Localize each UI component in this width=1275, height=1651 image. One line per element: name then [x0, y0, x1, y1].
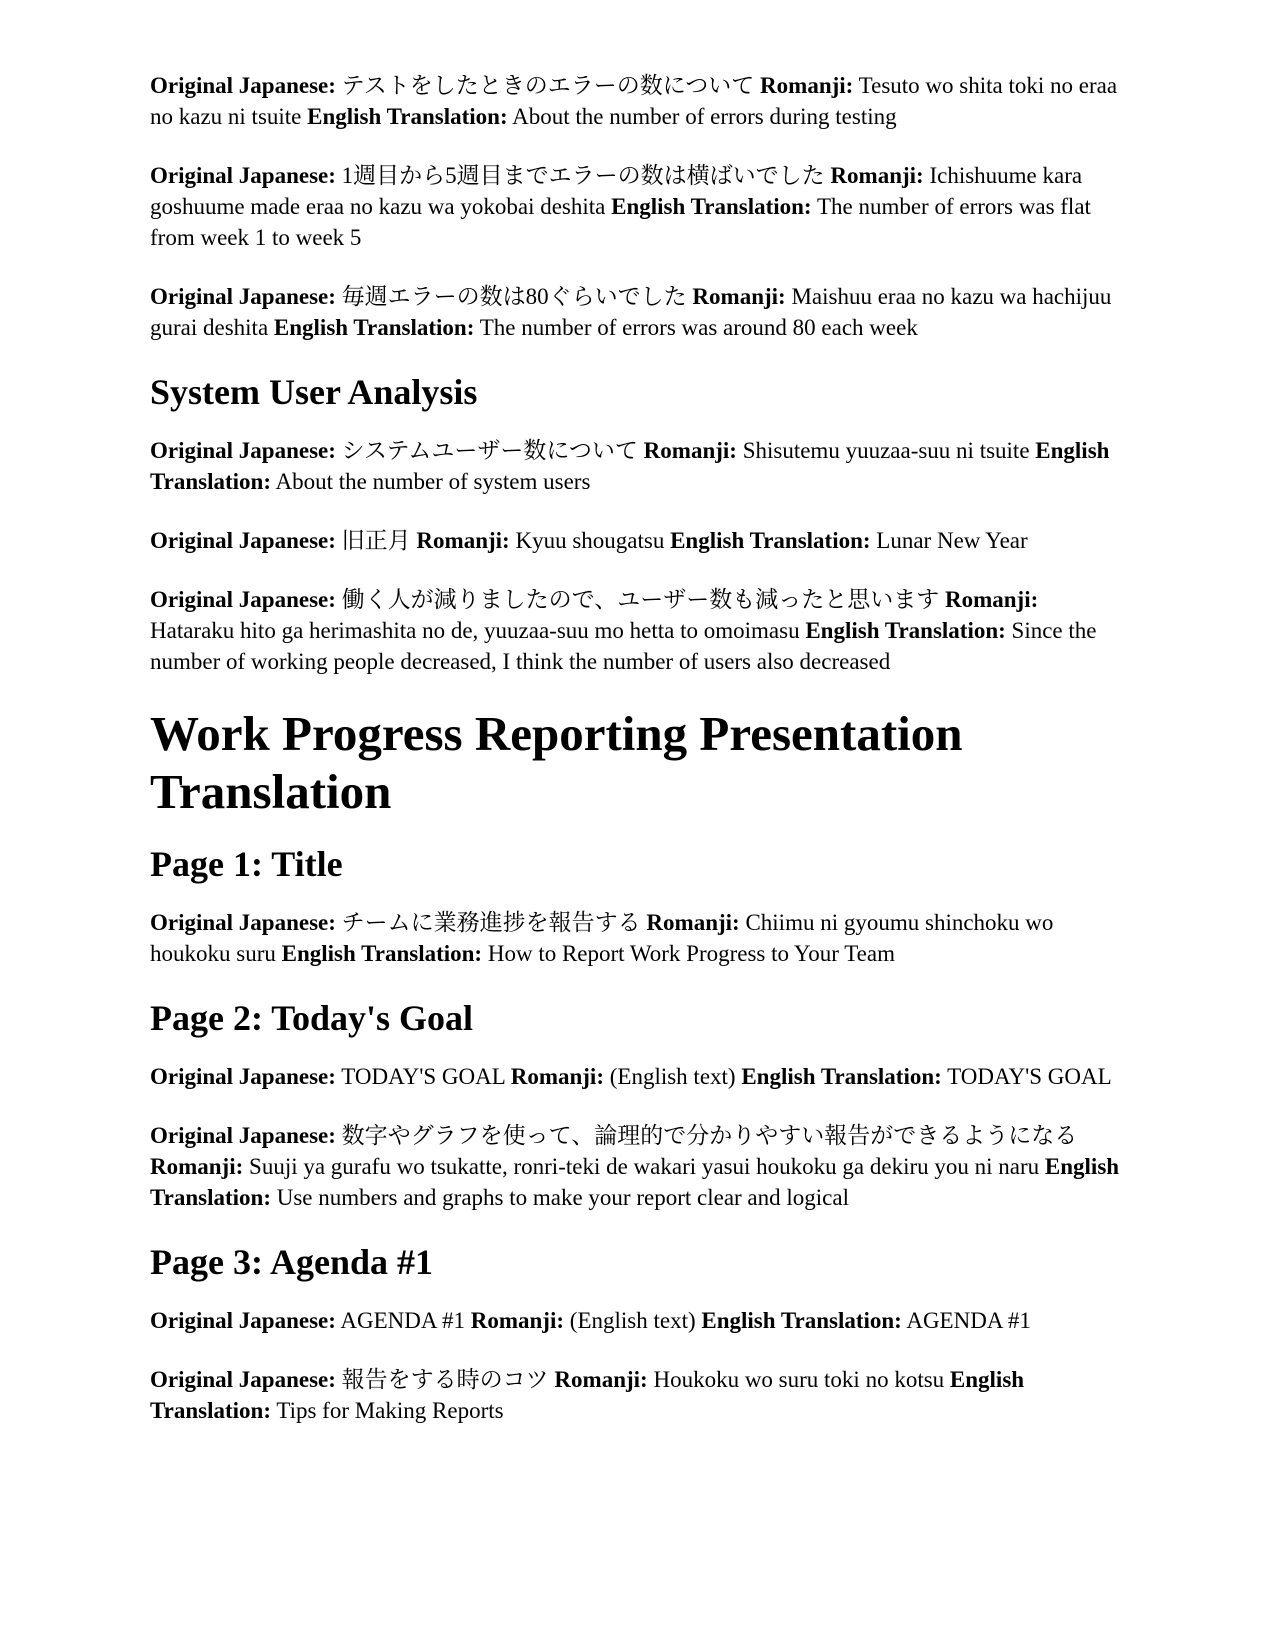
english-label: English Translation: — [273, 315, 475, 340]
romanji-label: Romanji: — [830, 163, 924, 188]
page-2-heading: Page 2: Today's Goal — [150, 998, 474, 1038]
english-label: English Translation: — [150, 1367, 1025, 1423]
english-text: Tips for Making Reports — [276, 1398, 504, 1423]
japanese-text: 報告をする時のコツ — [341, 1367, 549, 1392]
english-label: English Translation: — [741, 1064, 942, 1089]
english-text: The number of errors was flat from week 1 to week 5 — [150, 194, 1091, 250]
page-3-heading: Page 3: Agenda #1 — [150, 1242, 433, 1282]
translation-entry — [150, 70, 1125, 132]
translation-entry — [150, 1305, 1125, 1336]
section-heading-system-user-analysis: System User Analysis — [150, 372, 478, 412]
translation-entry — [150, 435, 1125, 497]
translation-entry — [150, 1364, 1125, 1426]
original-label: Original Japanese: — [150, 910, 336, 935]
english-text: Use numbers and graphs to make your report clear and logical — [276, 1185, 849, 1210]
romanji-label: Romanji: — [554, 1367, 648, 1392]
english-label: English Translation: — [150, 1154, 1120, 1210]
original-label: Original Japanese: — [150, 163, 336, 188]
japanese-text: テストをしたときのエラーの数について — [341, 73, 755, 98]
english-text: TODAY'S GOAL — [947, 1064, 1112, 1089]
original-label: Original Japanese: — [150, 284, 336, 309]
english-text: About the number of errors during testing — [512, 104, 897, 129]
romanji-text: Kyuu shougatsu — [515, 528, 665, 553]
english-text: AGENDA #1 — [906, 1308, 1031, 1333]
translation-entry — [150, 525, 1125, 556]
romanji-label: Romanji: — [150, 1154, 244, 1179]
english-label: English Translation: — [150, 438, 1110, 494]
romanji-text: Houkoku wo suru toki no kotsu — [653, 1367, 945, 1392]
japanese-text: AGENDA #1 — [340, 1308, 465, 1333]
original-label: Original Japanese: — [150, 1123, 336, 1148]
romanji-label: Romanji: — [760, 73, 854, 98]
romanji-label: Romanji: — [510, 1064, 604, 1089]
original-label: Original Japanese: — [150, 1064, 336, 1089]
english-label: English Translation: — [281, 941, 483, 966]
translation-entry — [150, 584, 1125, 677]
japanese-text: TODAY'S GOAL — [341, 1064, 505, 1089]
romanji-text: Suuji ya gurafu wo tsukatte, ronri-teki de wakari yasui houkoku ga dekiru you ni naru — [249, 1154, 1040, 1179]
english-label: English Translation: — [701, 1308, 902, 1333]
english-label: English Translation: — [670, 528, 871, 553]
original-label: Original Japanese: — [150, 438, 336, 463]
japanese-text: 1週目から5週目までエラーの数は横ばいでした — [341, 163, 825, 188]
romanji-text: (English text) — [609, 1064, 736, 1089]
original-label: Original Japanese: — [150, 1308, 336, 1333]
english-label: English Translation: — [805, 618, 1006, 643]
romanji-label: Romanji: — [944, 587, 1039, 612]
translation-entry — [150, 907, 1125, 969]
japanese-text: 旧正月 — [341, 528, 411, 553]
japanese-text: システムユーザー数について — [341, 438, 638, 463]
translation-entry — [150, 281, 1125, 343]
document-page — [150, 70, 1125, 1454]
romanji-text: Ichishuume kara goshuume made eraa no kazu wa yokobai deshita — [150, 163, 1083, 219]
original-label: Original Japanese: — [150, 587, 336, 612]
romanji-label: Romanji: — [646, 910, 740, 935]
main-title: Work Progress Reporting Presentation Translation — [150, 706, 963, 819]
japanese-text: 働く人が減りましたので、ユーザー数も減ったと思います — [341, 587, 940, 612]
original-label: Original Japanese: — [150, 528, 336, 553]
errors-entry-group — [150, 70, 1125, 343]
translation-entry — [150, 1061, 1125, 1092]
english-text: Lunar New Year — [876, 528, 1028, 553]
english-text: Since the number of working people decreased, I think the number of users also decreased — [150, 618, 1097, 674]
romanji-text: Maishuu eraa no kazu wa hachijuu gurai deshita — [150, 284, 1112, 340]
romanji-text: Hataraku hito ga herimashita no de, yuuzaa-suu mo hetta to omoimasu — [150, 618, 800, 643]
romanji-label: Romanji: — [470, 1308, 565, 1333]
japanese-text: 数字やグラフを使って、論理的で分かりやすい報告ができるようになる — [341, 1123, 1078, 1148]
english-text: How to Report Work Progress to Your Team — [487, 941, 895, 966]
page-1-heading: Page 1: Title — [150, 844, 343, 884]
romanji-text: Chiimu ni gyoumu shinchoku wo houkoku suru — [150, 910, 1054, 966]
english-label: English Translation: — [307, 104, 508, 129]
japanese-text: チームに業務進捗を報告する — [341, 910, 641, 935]
english-text: About the number of system users — [275, 469, 591, 494]
romanji-label: Romanji: — [416, 528, 510, 553]
romanji-text: Tesuto wo shita toki no eraa no kazu ni tsuite — [150, 73, 1118, 129]
romanji-label: Romanji: — [692, 284, 786, 309]
romanji-text: (English text) — [569, 1308, 696, 1333]
english-label: English Translation: — [611, 194, 812, 219]
romanji-text: Shisutemu yuuzaa-suu ni tsuite — [742, 438, 1030, 463]
original-label: Original Japanese: — [150, 1367, 336, 1392]
translation-entry — [150, 1120, 1125, 1213]
japanese-text: 毎週エラーの数は80ぐらいでした — [341, 284, 687, 309]
translation-entry — [150, 160, 1125, 253]
romanji-label: Romanji: — [643, 438, 737, 463]
original-label: Original Japanese: — [150, 73, 336, 98]
system-user-entry-group — [150, 435, 1125, 677]
english-text: The number of errors was around 80 each week — [479, 315, 918, 340]
